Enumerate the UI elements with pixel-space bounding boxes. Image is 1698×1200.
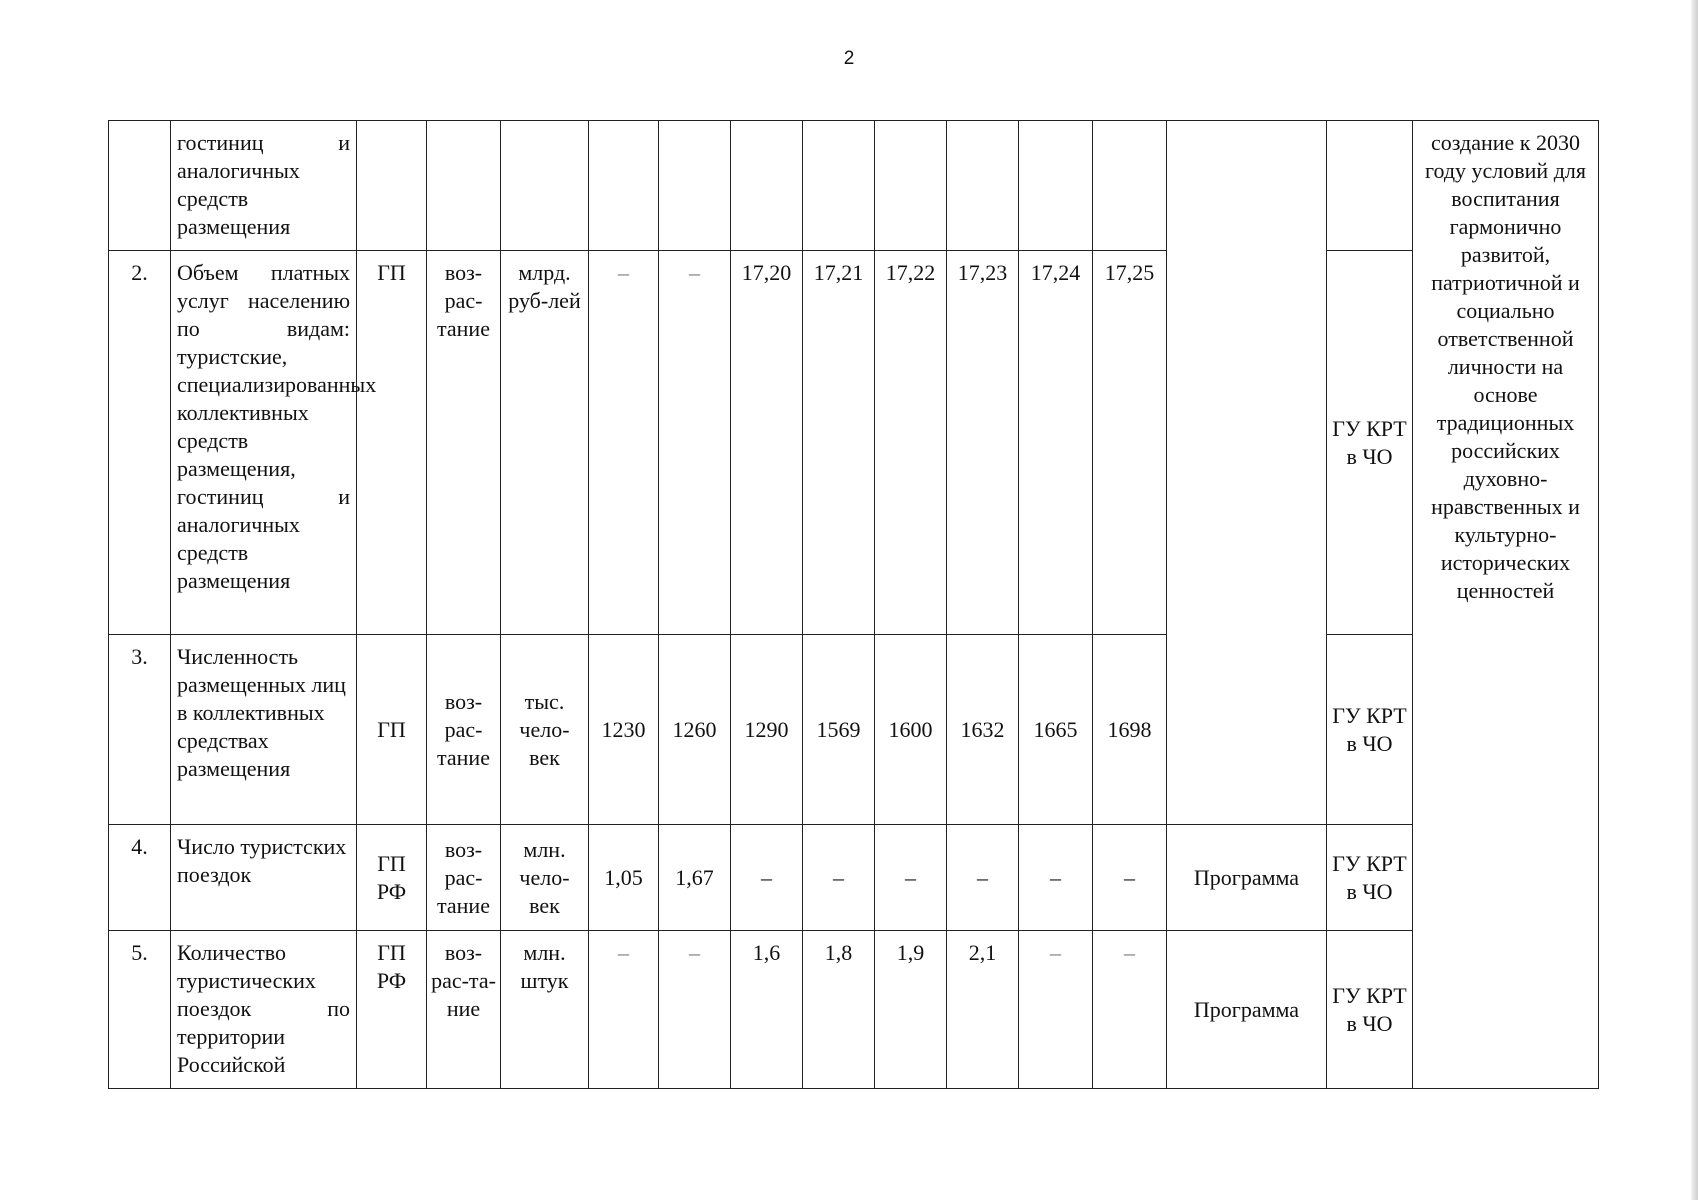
value-cell: 17,25 bbox=[1093, 251, 1167, 635]
value-cell: 1698 bbox=[1093, 635, 1167, 825]
goal-cell: создание к 2030 году условий для воспитания гармонично развитой, патриотичной и социально ответственной личности на основе традиционных российских духовно-нравственных и культурно-исторических ценностей bbox=[1413, 121, 1599, 1089]
indicators-table bbox=[108, 120, 1599, 1089]
source-cell: Программа bbox=[1167, 931, 1327, 1089]
table-row bbox=[109, 825, 1599, 931]
value-cell: 1,9 bbox=[875, 931, 947, 1089]
value-cell: 17,21 bbox=[803, 251, 875, 635]
value-cell: – bbox=[659, 251, 731, 635]
value-cell: – bbox=[1019, 931, 1093, 1089]
responsible-cell: ГУ КРТ в ЧО bbox=[1327, 931, 1413, 1089]
value-cell: 17,20 bbox=[731, 251, 803, 635]
responsible-cell bbox=[1327, 121, 1413, 251]
responsible-cell: ГУ КРТ в ЧО bbox=[1327, 635, 1413, 825]
value-cell: 17,22 bbox=[875, 251, 947, 635]
table-row bbox=[109, 635, 1599, 825]
trend-cell: воз-рас-тание bbox=[427, 635, 501, 825]
value-cell: – bbox=[659, 931, 731, 1089]
responsible-cell: ГУ КРТ в ЧО bbox=[1327, 251, 1413, 635]
value-cell: 17,24 bbox=[1019, 251, 1093, 635]
value-cell: 1,05 bbox=[589, 825, 659, 931]
table-row bbox=[109, 931, 1599, 1089]
value-cell: 17,23 bbox=[947, 251, 1019, 635]
value-cell: 1,6 bbox=[731, 931, 803, 1089]
unit-cell: млрд. руб-лей bbox=[501, 251, 589, 635]
level-cell: ГП РФ bbox=[357, 825, 427, 931]
level-cell: ГП bbox=[357, 635, 427, 825]
value-cell: 1230 bbox=[589, 635, 659, 825]
source-cell bbox=[1167, 121, 1327, 825]
unit-cell: млн. штук bbox=[501, 931, 589, 1089]
value-cell: – bbox=[731, 825, 803, 931]
value-cell: – bbox=[875, 825, 947, 931]
unit-cell: млн. чело-век bbox=[501, 825, 589, 931]
row-number-cell: 4. bbox=[109, 825, 171, 931]
indicator-name-cell: Количество туристических поездок по территории Российской bbox=[171, 931, 357, 1089]
value-cell: 1,8 bbox=[803, 931, 875, 1089]
value-cell: – bbox=[589, 251, 659, 635]
unit-cell: тыс. чело-век bbox=[501, 635, 589, 825]
table-row bbox=[109, 121, 1599, 251]
source-cell: Программа bbox=[1167, 825, 1327, 931]
table-row bbox=[109, 251, 1599, 635]
indicator-name-cell: Численность размещенных лиц в коллективных средствах размещения bbox=[171, 635, 357, 825]
responsible-cell: ГУ КРТ в ЧО bbox=[1327, 825, 1413, 931]
indicator-name-cell: гостиниц и аналогичных средств размещения bbox=[171, 121, 357, 251]
value-cell: 1632 bbox=[947, 635, 1019, 825]
value-cell: 1290 bbox=[731, 635, 803, 825]
value-cell: 1,67 bbox=[659, 825, 731, 931]
level-cell: ГП bbox=[357, 251, 427, 635]
row-number-cell: 5. bbox=[109, 931, 171, 1089]
row-number-cell: 3. bbox=[109, 635, 171, 825]
value-cell: 1569 bbox=[803, 635, 875, 825]
value-cell: – bbox=[589, 931, 659, 1089]
indicator-name-cell: Число туристских поездок bbox=[171, 825, 357, 931]
trend-cell: воз-рас-та-ние bbox=[427, 931, 501, 1089]
value-cell: 1600 bbox=[875, 635, 947, 825]
value-cell: 1665 bbox=[1019, 635, 1093, 825]
scan-edge bbox=[1690, 0, 1698, 1200]
page-number: 2 bbox=[843, 48, 855, 69]
trend-cell: воз-рас-тание bbox=[427, 251, 501, 635]
value-cell: 2,1 bbox=[947, 931, 1019, 1089]
value-cell: – bbox=[1093, 825, 1167, 931]
indicator-name-cell: Объем платных услуг населению по видам: туристские, специализированных коллективных средств размещения, гостиниц и аналогичных средств размещения bbox=[171, 251, 357, 635]
row-number-cell bbox=[109, 121, 171, 251]
trend-cell: воз-рас-тание bbox=[427, 825, 501, 931]
value-cell: – bbox=[1019, 825, 1093, 931]
row-number-cell: 2. bbox=[109, 251, 171, 635]
value-cell: – bbox=[1093, 931, 1167, 1089]
value-cell: 1260 bbox=[659, 635, 731, 825]
level-cell: ГП РФ bbox=[357, 931, 427, 1089]
value-cell: – bbox=[803, 825, 875, 931]
value-cell: – bbox=[947, 825, 1019, 931]
